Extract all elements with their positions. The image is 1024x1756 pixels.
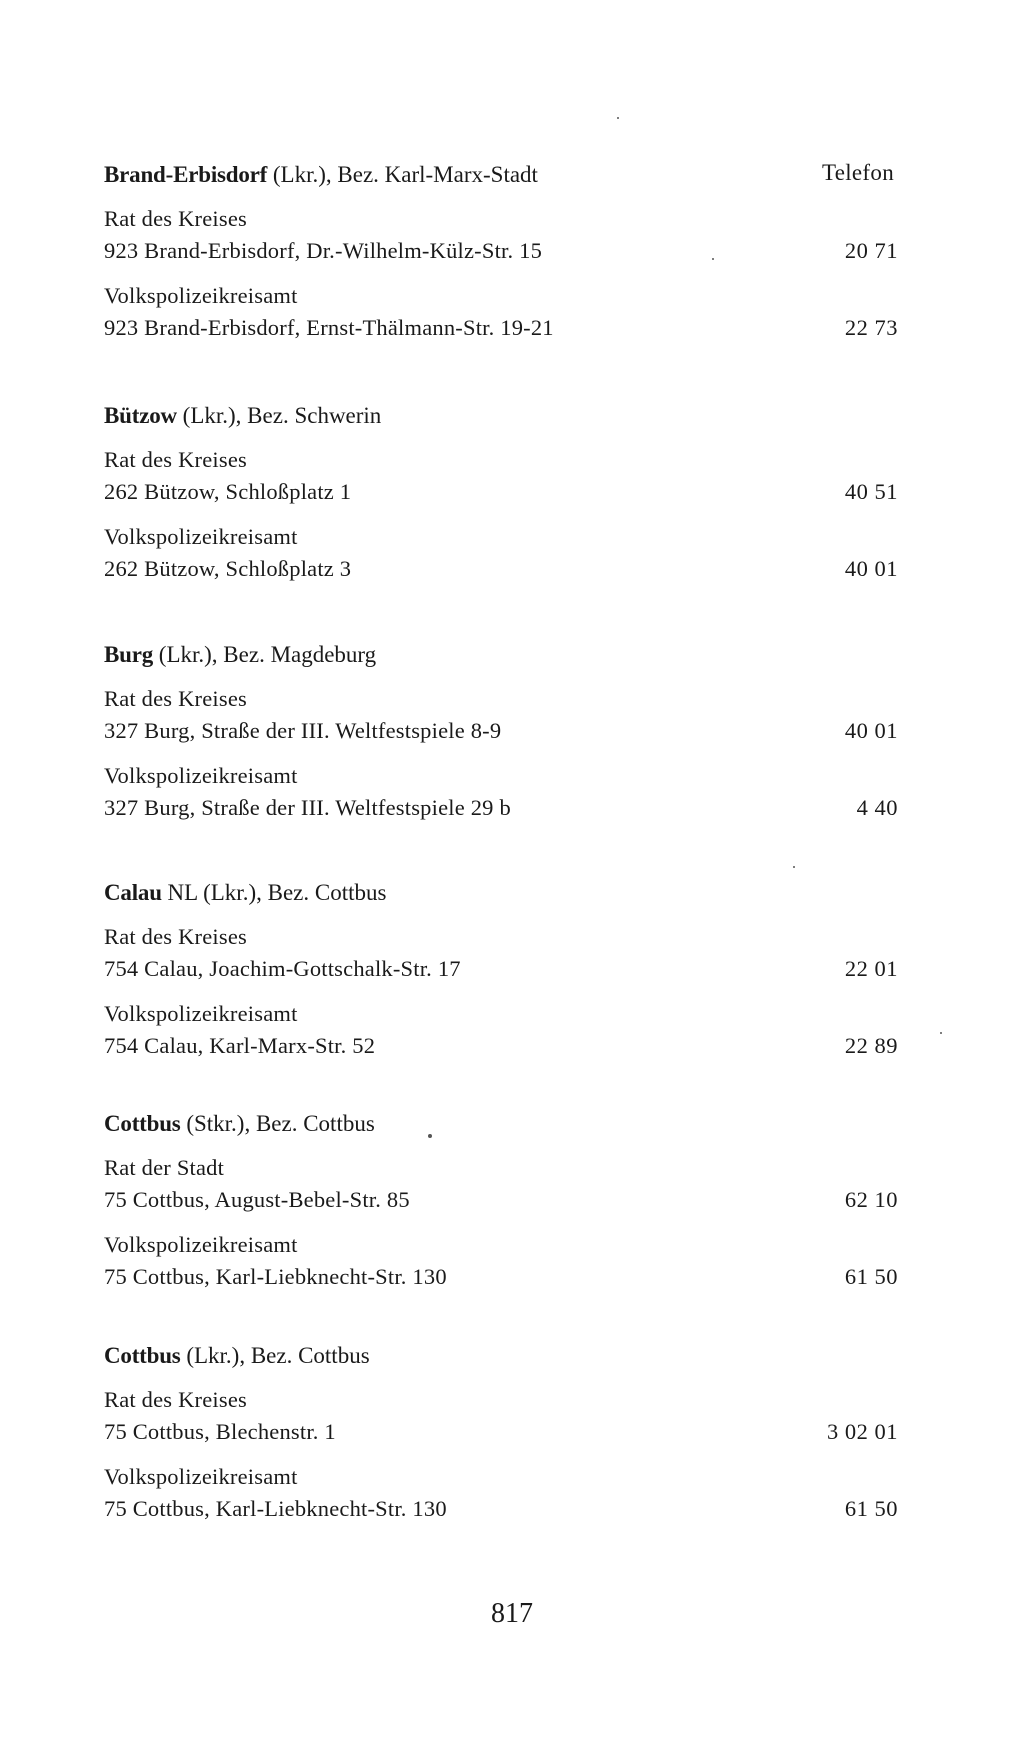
phone-number: 40 01 <box>844 556 898 581</box>
place-qualifier: (Stkr.), Bez. Cottbus <box>186 1111 375 1136</box>
directory-entry <box>104 1229 898 1293</box>
directory-entry <box>104 444 898 508</box>
phone-number: 22 01 <box>844 956 898 981</box>
place-name: Brand-Erbisdorf <box>104 162 268 187</box>
office-name: Rat der Stadt <box>104 1155 225 1180</box>
scan-speck <box>617 117 619 119</box>
phone-number: 62 10 <box>844 1187 898 1212</box>
office-name: Rat des Kreises <box>104 686 247 711</box>
phone-number: 40 01 <box>844 718 898 743</box>
directory-entry <box>104 683 898 747</box>
phone-number: 3 02 01 <box>827 1419 898 1444</box>
phone-number: 61 50 <box>844 1264 898 1289</box>
phone-number: 22 73 <box>844 315 898 340</box>
office-name: Rat des Kreises <box>104 206 247 231</box>
phone-number: 22 89 <box>844 1033 898 1058</box>
office-address: 75 Cottbus, Karl-Liebknecht-Str. 130 <box>104 1496 447 1521</box>
office-name: Rat des Kreises <box>104 924 247 949</box>
phone-number: 4 40 <box>856 795 898 820</box>
office-name: Rat des Kreises <box>104 1387 247 1412</box>
place-name: Bützow <box>104 403 177 428</box>
section-heading <box>104 401 898 431</box>
place-qualifier: (Lkr.), Bez. Cottbus <box>186 1343 370 1368</box>
directory-section <box>104 1109 898 1293</box>
office-name: Volkspolizeikreisamt <box>104 524 298 549</box>
place-name: Cottbus <box>104 1343 181 1368</box>
office-address: 923 Brand-Erbisdorf, Ernst-Thälmann-Str. 19-21 <box>104 315 554 340</box>
office-address: 262 Bützow, Schloßplatz 3 <box>104 556 352 581</box>
place-name: Cottbus <box>104 1111 181 1136</box>
directory-entry <box>104 921 898 985</box>
office-name: Volkspolizeikreisamt <box>104 283 298 308</box>
office-name: Volkspolizeikreisamt <box>104 1232 298 1257</box>
directory-entry <box>104 1384 898 1448</box>
office-address: 754 Calau, Karl-Marx-Str. 52 <box>104 1033 376 1058</box>
office-name: Rat des Kreises <box>104 447 247 472</box>
scan-speck <box>793 866 795 868</box>
directory-section <box>104 640 898 824</box>
office-address: 262 Bützow, Schloßplatz 1 <box>104 479 352 504</box>
directory-section <box>104 401 898 585</box>
page-number: 817 <box>491 1598 533 1629</box>
section-heading <box>104 640 898 670</box>
office-name: Volkspolizeikreisamt <box>104 763 298 788</box>
phone-number: 61 50 <box>844 1496 898 1521</box>
section-heading <box>104 1109 898 1139</box>
place-name: Burg <box>104 642 154 667</box>
directory-entry <box>104 1152 898 1216</box>
scan-speck <box>940 1032 942 1034</box>
office-address: 923 Brand-Erbisdorf, Dr.-Wilhelm-Külz-Str. 15 <box>104 238 543 263</box>
section-heading <box>104 160 898 190</box>
place-qualifier: (Lkr.), Bez. Schwerin <box>182 403 382 428</box>
place-qualifier: NL (Lkr.), Bez. Cottbus <box>167 880 387 905</box>
office-name: Volkspolizeikreisamt <box>104 1464 298 1489</box>
directory-entry <box>104 203 898 267</box>
office-address: 75 Cottbus, Karl-Liebknecht-Str. 130 <box>104 1264 447 1289</box>
office-address: 754 Calau, Joachim-Gottschalk-Str. 17 <box>104 956 461 981</box>
office-address: 75 Cottbus, Blechenstr. 1 <box>104 1419 336 1444</box>
directory-section <box>104 878 898 1062</box>
section-heading <box>104 1341 898 1371</box>
section-heading <box>104 878 898 908</box>
phone-number: 40 51 <box>844 479 898 504</box>
phone-number: 20 71 <box>844 238 898 263</box>
directory-section <box>104 160 898 344</box>
place-name: Calau <box>104 880 162 905</box>
place-qualifier: (Lkr.), Bez. Magdeburg <box>158 642 377 667</box>
directory-section <box>104 1341 898 1525</box>
directory-entry <box>104 998 898 1062</box>
office-name: Volkspolizeikreisamt <box>104 1001 298 1026</box>
directory-entry <box>104 521 898 585</box>
office-address: 327 Burg, Straße der III. Weltfestspiele 8-9 <box>104 718 502 743</box>
office-address: 75 Cottbus, August-Bebel-Str. 85 <box>104 1187 410 1212</box>
office-address: 327 Burg, Straße der III. Weltfestspiele 29 b <box>104 795 511 820</box>
directory-entry <box>104 1461 898 1525</box>
phone-column-header: Telefon <box>821 160 894 185</box>
directory-entry <box>104 280 898 344</box>
place-qualifier: (Lkr.), Bez. Karl-Marx-Stadt <box>272 162 538 187</box>
directory-entry <box>104 760 898 824</box>
